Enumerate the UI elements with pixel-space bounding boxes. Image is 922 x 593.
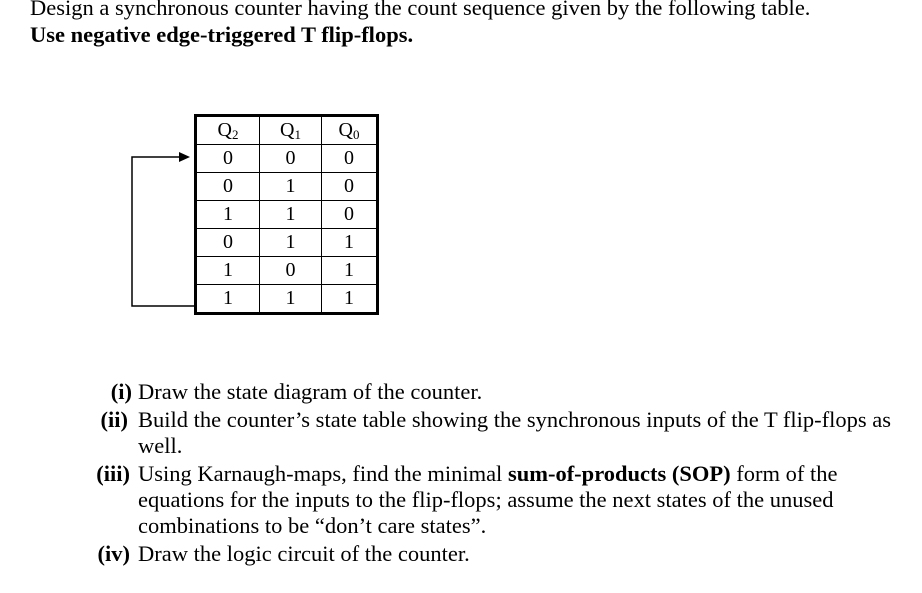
table-cell: 0: [260, 257, 322, 285]
problem-statement-line2: Use negative edge-triggered T flip-flops.: [30, 22, 414, 47]
task-item: [84, 379, 904, 405]
header-q2: $Q_2$: [196, 116, 260, 145]
task-number: (ii): [100, 407, 128, 432]
table-cell: 0: [322, 173, 378, 201]
table-row: [196, 285, 378, 314]
table-header-row: [196, 116, 378, 145]
table-row: [196, 257, 378, 285]
table-cell: 1: [260, 201, 322, 229]
task-text: Using Karnaugh-maps, find the minimal: [138, 461, 508, 486]
table-cell: 1: [196, 285, 260, 314]
task-text: Draw the state diagram of the counter.: [138, 379, 483, 404]
table-cell: 0: [260, 145, 322, 173]
table-cell: 1: [260, 173, 322, 201]
table-cell: 1: [322, 257, 378, 285]
task-text: Draw the logic circuit of the counter.: [138, 541, 470, 566]
task-text: form of the equations for the inputs to the flip-flops; assume the next states of the unused combinations to be “don’t care states”.: [138, 461, 838, 538]
table-row: [196, 173, 378, 201]
table-cell: 0: [322, 201, 378, 229]
table-cell: 1: [322, 229, 378, 257]
table-cell: 1: [260, 229, 322, 257]
task-list: [84, 379, 904, 569]
task-number: (iii): [96, 461, 130, 486]
task-item: [84, 461, 904, 539]
problem-statement: [30, 0, 910, 48]
table-cell: 0: [196, 145, 260, 173]
table-row: [196, 145, 378, 173]
table-cell: 0: [196, 229, 260, 257]
table-cell: 1: [322, 285, 378, 314]
task-item: [84, 407, 904, 459]
table-cell: 0: [322, 145, 378, 173]
task-item: [84, 541, 904, 567]
arrowhead-icon: [179, 152, 190, 162]
loop-arrow-line: [132, 157, 196, 306]
table-cell: 1: [196, 201, 260, 229]
task-number: (iv): [97, 541, 130, 566]
table-row: [196, 229, 378, 257]
problem-statement-line1: Design a synchronous counter having the count sequence given by the following table.: [30, 0, 811, 20]
header-q1: $Q_1$: [260, 116, 322, 145]
task-text: Build the counter’s state table showing the synchronous inputs of the T flip-flops as well.: [138, 407, 892, 458]
table-cell: 0: [196, 173, 260, 201]
table-cell: 1: [260, 285, 322, 314]
table-cell: 1: [196, 257, 260, 285]
task-text-bold: sum-of-products (SOP): [507, 461, 731, 486]
count-sequence-table: [194, 114, 379, 315]
task-number: (i): [110, 379, 132, 404]
table-row: [196, 201, 378, 229]
header-q0: $Q_0$: [322, 116, 378, 145]
